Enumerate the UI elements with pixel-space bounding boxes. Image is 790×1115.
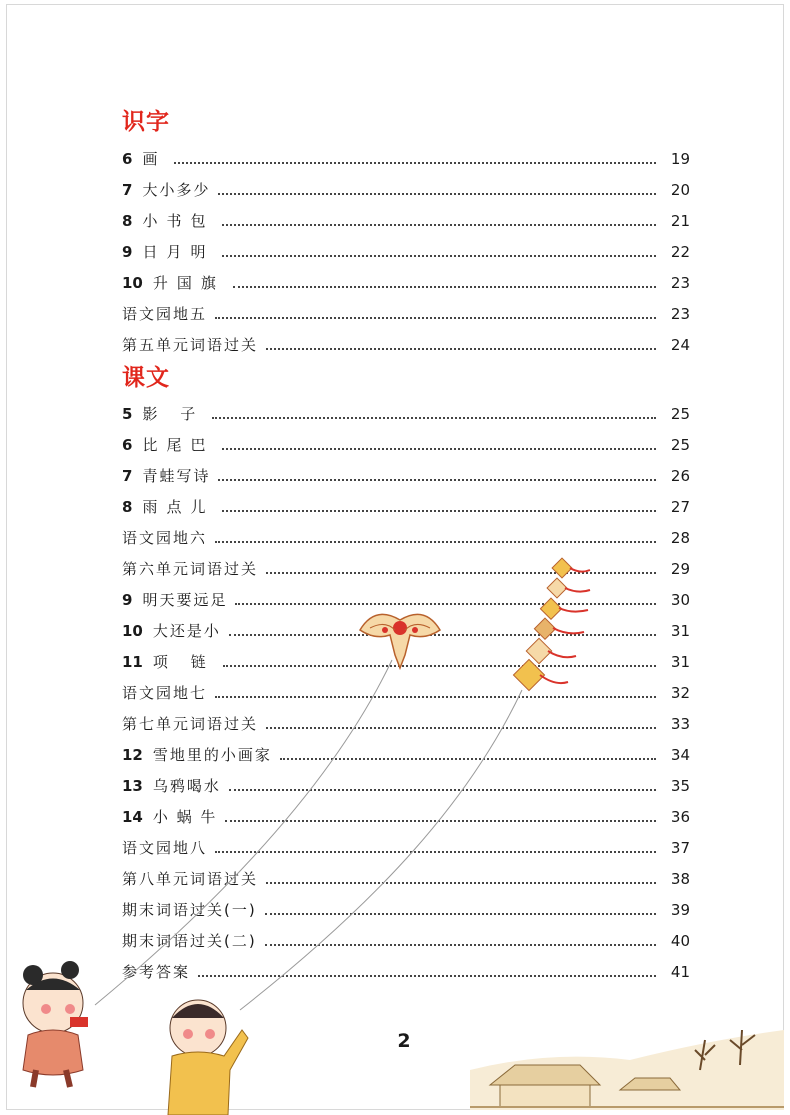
toc-entry-title: 大小多少 (142, 181, 211, 199)
toc-entry-title: 期末词语过关(二) (122, 932, 257, 950)
toc-entry-number: 6 (122, 150, 133, 168)
toc-entry-number: 11 (122, 653, 143, 671)
toc-dot-leader (198, 975, 656, 977)
toc-entry-title: 画 (142, 150, 167, 168)
toc-entry-number: 8 (122, 498, 133, 516)
toc-entry[interactable] (122, 462, 690, 486)
toc-entry-page: 38 (670, 870, 690, 888)
toc-entry[interactable] (122, 958, 690, 982)
toc-entry-page: 33 (670, 715, 690, 733)
toc-entry-number: 9 (122, 243, 133, 261)
toc-entry-title: 明天要远足 (142, 591, 228, 609)
bird-kite-icon (355, 600, 445, 670)
toc-entry-title: 比尾巴 (142, 436, 215, 454)
toc-dot-leader (265, 944, 656, 946)
toc-entry-page: 40 (670, 932, 690, 950)
toc-entry[interactable] (122, 176, 690, 200)
toc-dot-leader (229, 789, 656, 791)
toc-entry[interactable] (122, 524, 690, 548)
toc-dot-leader (222, 448, 656, 450)
toc-entry-page: 25 (670, 436, 690, 454)
toc-entry-title: 第六单元词语过关 (122, 560, 259, 578)
toc-entry-page: 31 (670, 653, 690, 671)
toc-dot-leader (215, 541, 656, 543)
toc-dot-leader (222, 510, 656, 512)
toc-entry-title: 语文园地六 (122, 529, 208, 547)
toc-entry-page: 35 (670, 777, 690, 795)
toc-entry[interactable] (122, 207, 690, 231)
toc-entry-title: 语文园地五 (122, 305, 208, 323)
toc-entry-title: 雨点儿 (142, 498, 215, 516)
toc-entry[interactable] (122, 772, 690, 796)
toc-entry-page: 29 (670, 560, 690, 578)
toc-entry-page: 22 (670, 243, 690, 261)
toc-entry-page: 28 (670, 529, 690, 547)
centipede-kite-icon (500, 556, 595, 706)
toc-dot-leader (215, 317, 656, 319)
toc-entry-title: 第七单元词语过关 (122, 715, 259, 733)
toc-entry-number: 9 (122, 591, 133, 609)
toc-entry[interactable] (122, 431, 690, 455)
toc-dot-leader (225, 820, 656, 822)
toc-entry[interactable] (122, 555, 690, 579)
toc-entry[interactable] (122, 269, 690, 293)
toc-entry-number: 7 (122, 181, 133, 199)
toc-entry-page: 39 (670, 901, 690, 919)
toc-dot-leader (265, 913, 656, 915)
toc-entry-page: 19 (670, 150, 690, 168)
toc-entry-page: 37 (670, 839, 690, 857)
toc-dot-leader (266, 348, 656, 350)
toc-entry-page: 32 (670, 684, 690, 702)
toc-entry-title: 青蛙写诗 (142, 467, 211, 485)
toc-entry-page: 31 (670, 622, 690, 640)
toc-entry-page: 27 (670, 498, 690, 516)
toc-dot-leader (266, 727, 656, 729)
toc-entry-page: 36 (670, 808, 690, 826)
toc-entry-title: 日月明 (142, 243, 215, 261)
toc-entry-title: 第八单元词语过关 (122, 870, 259, 888)
toc-dot-leader (174, 162, 656, 164)
toc-entry-title: 参考答案 (122, 963, 191, 981)
toc-entry-title: 项 链 (152, 653, 215, 671)
toc-entry[interactable] (122, 300, 690, 324)
toc-entry[interactable] (122, 238, 690, 262)
toc-entry-page: 23 (670, 274, 690, 292)
toc-entry-number: 10 (122, 274, 143, 292)
child-flying-kite-left-illustration (8, 955, 123, 1090)
toc-entry-number: 5 (122, 405, 133, 423)
toc-entry-title: 语文园地八 (122, 839, 208, 857)
toc-entry-title: 期末词语过关(一) (122, 901, 257, 919)
toc-entry-page: 34 (670, 746, 690, 764)
toc-entry-page: 41 (670, 963, 690, 981)
toc-entry-title: 小书包 (142, 212, 215, 230)
toc-entry-number: 7 (122, 467, 133, 485)
toc-entry[interactable] (122, 834, 690, 858)
toc-entry-number: 12 (122, 746, 143, 764)
child-flying-kite-right-illustration (150, 990, 265, 1115)
toc-entry[interactable] (122, 679, 690, 703)
toc-entry-number: 8 (122, 212, 133, 230)
toc-dot-leader (222, 224, 656, 226)
toc-entry[interactable] (122, 400, 690, 424)
toc-entry-number: 6 (122, 436, 133, 454)
toc-entry[interactable] (122, 741, 690, 765)
village-landscape-illustration (470, 1010, 784, 1110)
toc-entry[interactable] (122, 145, 690, 169)
toc-entry-page: 20 (670, 181, 690, 199)
section-heading-shizi: 识字 (122, 109, 170, 135)
toc-dot-leader (266, 882, 656, 884)
toc-dot-leader (233, 286, 656, 288)
toc-entry[interactable] (122, 803, 690, 827)
toc-entry-page: 25 (670, 405, 690, 423)
toc-entry-title: 乌鸦喝水 (152, 777, 221, 795)
toc-dot-leader (218, 193, 656, 195)
toc-entry-title: 语文园地七 (122, 684, 208, 702)
page-number: 2 (397, 1030, 411, 1052)
toc-dot-leader (266, 572, 656, 574)
toc-dot-leader (280, 758, 656, 760)
toc-entry-title: 影 子 (142, 405, 205, 423)
toc-entry-page: 26 (670, 467, 690, 485)
toc-entry-title: 升国旗 (152, 274, 225, 292)
toc-entry-page: 23 (670, 305, 690, 323)
toc-entry-number: 14 (122, 808, 143, 826)
toc-entry[interactable] (122, 896, 690, 920)
toc-dot-leader (222, 255, 656, 257)
toc-dot-leader (212, 417, 656, 419)
toc-entry-number: 13 (122, 777, 143, 795)
toc-entry-title: 小 蜗 牛 (152, 808, 218, 826)
toc-entry-title: 第五单元词语过关 (122, 336, 259, 354)
toc-entry-page: 21 (670, 212, 690, 230)
toc-dot-leader (218, 479, 656, 481)
toc-entry[interactable] (122, 493, 690, 517)
toc-entry-title: 大还是小 (152, 622, 221, 640)
toc-entry[interactable] (122, 710, 690, 734)
toc-entry[interactable] (122, 331, 690, 355)
toc-entry-title: 雪地里的小画家 (152, 746, 272, 764)
toc-entry-page: 24 (670, 336, 690, 354)
toc-entry[interactable] (122, 865, 690, 889)
toc-entry-page: 30 (670, 591, 690, 609)
toc-entry[interactable] (122, 927, 690, 951)
toc-dot-leader (215, 851, 656, 853)
section-heading-kewen: 课文 (122, 365, 170, 391)
toc-entry-number: 10 (122, 622, 143, 640)
